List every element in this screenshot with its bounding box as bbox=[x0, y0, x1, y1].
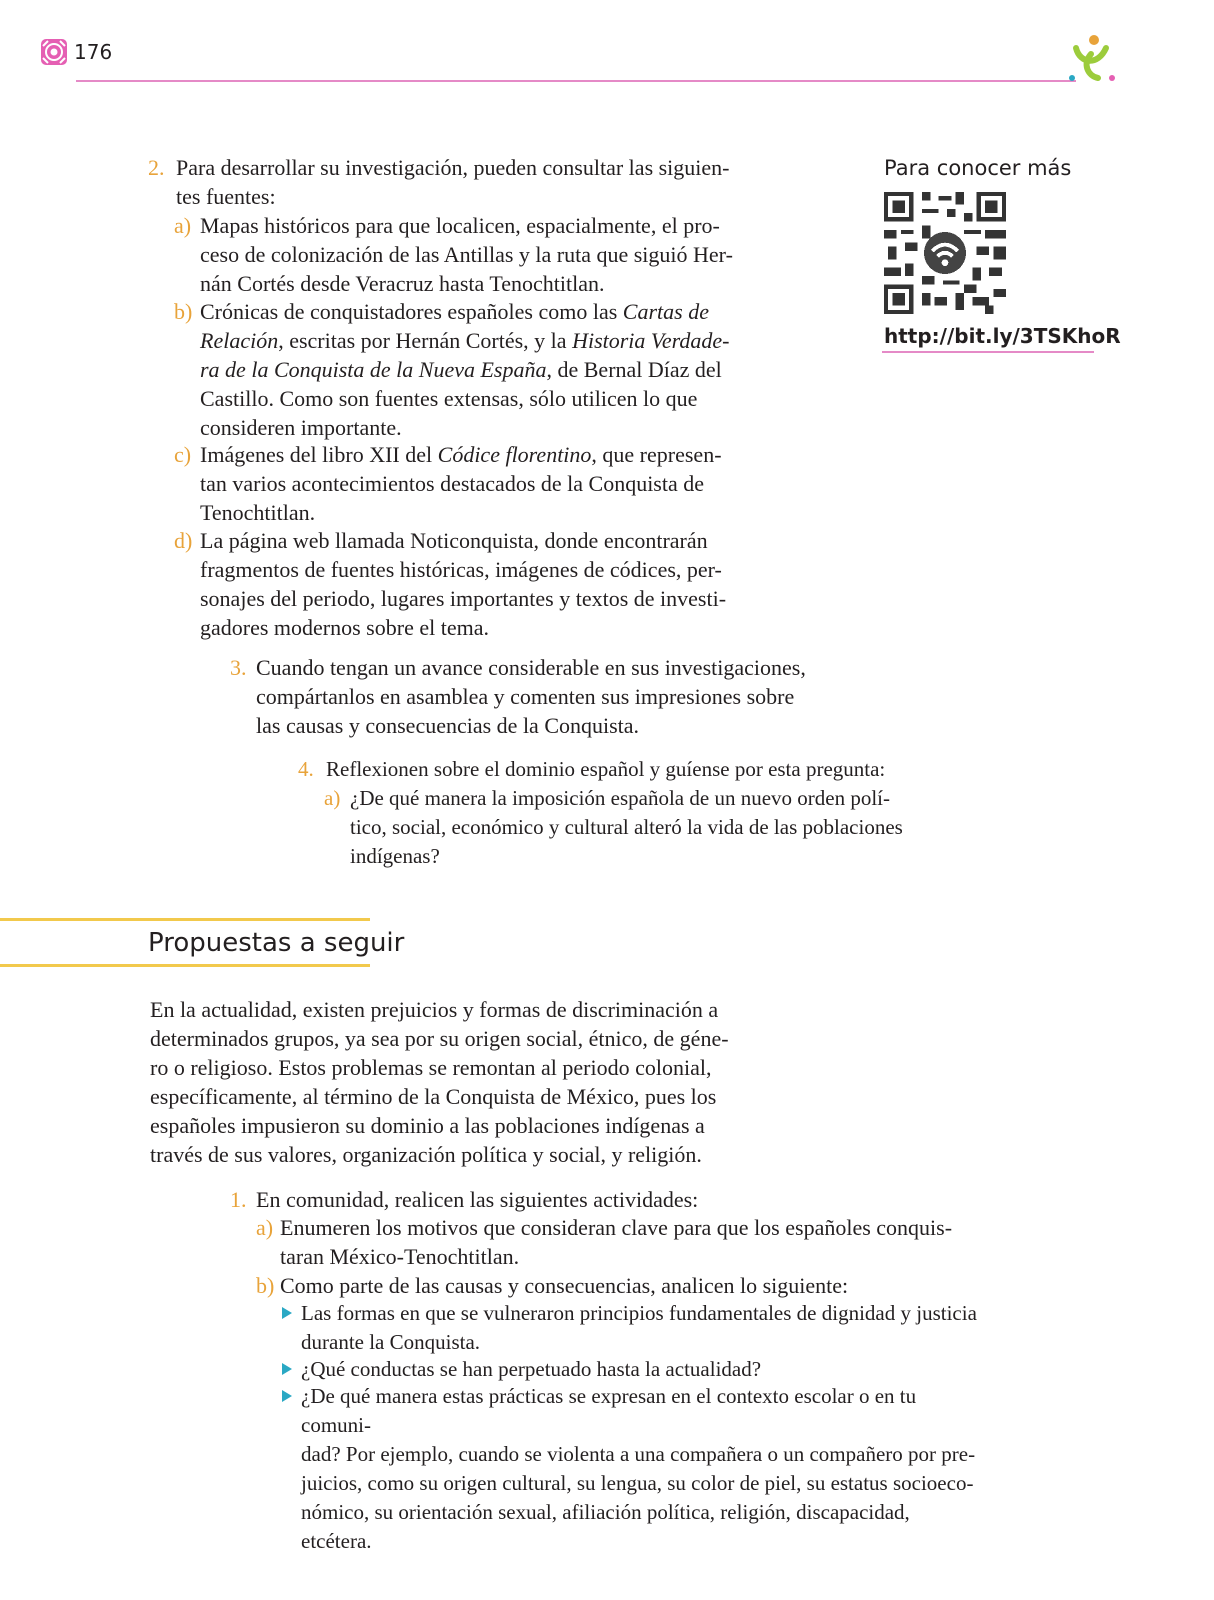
bullet-1-line-1: Las formas en que se vulneraron principios fundamentales de dignidad y justicia bbox=[301, 1301, 977, 1325]
item-2a-label: a) bbox=[174, 213, 192, 238]
bullet-3-line-1: ¿De qué manera estas prácticas se expresan en el contexto escolar o en tu comuni- bbox=[301, 1384, 917, 1437]
item-3-line-2: compártanlos en asamblea y comenten sus impresiones sobre bbox=[256, 684, 795, 709]
activity-1b-line: Como parte de las causas y consecuencias, analicen lo siguiente: bbox=[280, 1273, 849, 1298]
sidebar-title: Para conocer más bbox=[884, 156, 1072, 180]
item-2c-line-3: Tenochtitlan. bbox=[200, 500, 316, 525]
item-2b-line-4: Castillo. Como son fuentes extensas, sólo utilicen lo que bbox=[200, 386, 698, 411]
item-3-number: 3. bbox=[230, 655, 247, 680]
ornament-icon bbox=[40, 38, 68, 66]
section-rule-bottom bbox=[0, 964, 370, 967]
item-2c-line-2: tan varios acontecimientos destacados de la Conquista de bbox=[200, 471, 705, 496]
section-rule-top bbox=[0, 918, 370, 921]
intro-line-6: través de sus valores, organización política y social, y religión. bbox=[150, 1142, 702, 1167]
activity-1a-label: a) bbox=[256, 1215, 274, 1240]
item-2d-label: d) bbox=[174, 528, 193, 553]
item-4a-line-2: tico, social, económico y cultural alteró la vida de las poblaciones bbox=[350, 815, 903, 839]
intro-line-1: En la actualidad, existen prejuicios y formas de discriminación a bbox=[150, 997, 719, 1022]
activity-1a-line-1: Enumeren los motivos que consideran clave para que los españoles conquis- bbox=[280, 1215, 953, 1240]
bullet-3-line-4: nómico, su orientación sexual, afiliación política, religión, discapacidad, etcétera. bbox=[301, 1500, 910, 1553]
bullet-3-line-2: dad? Por ejemplo, cuando se violenta a una compañera o un compañero por pre- bbox=[301, 1442, 976, 1466]
activity-1-line: En comunidad, realicen las siguientes actividades: bbox=[256, 1187, 699, 1212]
bullet-2-line-1: ¿Qué conductas se han perpetuado hasta la actualidad? bbox=[301, 1357, 762, 1381]
item-2b-line-2: Relación, escritas por Hernán Cortés, y la Historia Verdade- bbox=[200, 328, 730, 353]
item-2-line-1: Para desarrollar su investigación, pueden consultar las siguien- bbox=[176, 155, 730, 180]
activity-1a-line-2: taran México-Tenochtitlan. bbox=[280, 1244, 520, 1269]
item-2d-line-1: La página web llamada Noticonquista, donde encontrarán bbox=[200, 528, 708, 553]
item-2a-line-1: Mapas históricos para que localicen, espacialmente, el pro- bbox=[200, 213, 720, 238]
item-2c-label: c) bbox=[174, 442, 192, 467]
item-2b-line-1: Crónicas de conquistadores españoles como las Cartas de bbox=[200, 299, 709, 324]
item-2b-line-3: ra de la Conquista de la Nueva España, de Bernal Díaz del bbox=[200, 357, 722, 382]
intro-line-3: ro o religioso. Estos problemas se remontan al periodo colonial, bbox=[150, 1055, 712, 1080]
triangle-bullet-icon bbox=[282, 1390, 292, 1402]
intro-line-2: determinados grupos, ya sea por su origen social, étnico, de géne- bbox=[150, 1026, 729, 1051]
item-4a-line-1: ¿De qué manera la imposición española de un nuevo orden polí- bbox=[350, 786, 890, 810]
item-4-number: 4. bbox=[298, 757, 314, 781]
item-2b-label: b) bbox=[174, 299, 193, 324]
item-4-line: Reflexionen sobre el dominio español y guíense por esta pregunta: bbox=[326, 757, 886, 781]
intro-line-4: específicamente, al término de la Conquista de México, pues los bbox=[150, 1084, 717, 1109]
item-2b-line-5: consideren importante. bbox=[200, 415, 402, 440]
item-2a-line-2: ceso de colonización de las Antillas y la ruta que siguió Her- bbox=[200, 242, 733, 267]
sidebar-url-underline bbox=[882, 351, 1094, 353]
triangle-bullet-icon bbox=[282, 1363, 292, 1375]
header-rule bbox=[76, 80, 1076, 82]
item-2d-line-2: fragmentos de fuentes históricas, imágenes de códices, per- bbox=[200, 557, 722, 582]
item-3-line-1: Cuando tengan un avance considerable en sus investigaciones, bbox=[256, 655, 806, 680]
activity-1-number: 1. bbox=[230, 1187, 247, 1212]
activity-1b-label: b) bbox=[256, 1273, 275, 1298]
item-4a-line-3: indígenas? bbox=[350, 844, 440, 868]
intro-paragraph bbox=[150, 995, 750, 1169]
item-2-number: 2. bbox=[148, 155, 165, 180]
intro-line-5: españoles impusieron su dominio a las poblaciones indígenas a bbox=[150, 1113, 705, 1138]
item-2d-line-3: sonajes del periodo, lugares importantes y textos de investi- bbox=[200, 586, 727, 611]
item-2c-line-1: Imágenes del libro XII del Códice florentino, que represen- bbox=[200, 442, 722, 467]
item-3-line-3: las causas y consecuencias de la Conquista. bbox=[256, 713, 640, 738]
qr-code-icon[interactable] bbox=[884, 192, 1006, 314]
triangle-bullet-icon bbox=[282, 1307, 292, 1319]
item-4a-label: a) bbox=[324, 786, 341, 810]
bullet-3-line-3: juicios, como su origen cultural, su lengua, su color de piel, su estatus socioeco- bbox=[301, 1471, 974, 1495]
figure-logo-icon bbox=[1068, 34, 1116, 84]
item-2d-line-4: gadores modernos sobre el tema. bbox=[200, 615, 489, 640]
section-title: Propuestas a seguir bbox=[148, 928, 405, 958]
page-number: 176 bbox=[74, 40, 113, 64]
bullet-1-line-2: durante la Conquista. bbox=[301, 1330, 481, 1354]
item-2a-line-3: nán Cortés desde Veracruz hasta Tenochtitlan. bbox=[200, 271, 605, 296]
sidebar-url-link[interactable]: http://bit.ly/3TSKhoR bbox=[884, 324, 1121, 348]
item-2-line-2: tes fuentes: bbox=[176, 184, 276, 209]
